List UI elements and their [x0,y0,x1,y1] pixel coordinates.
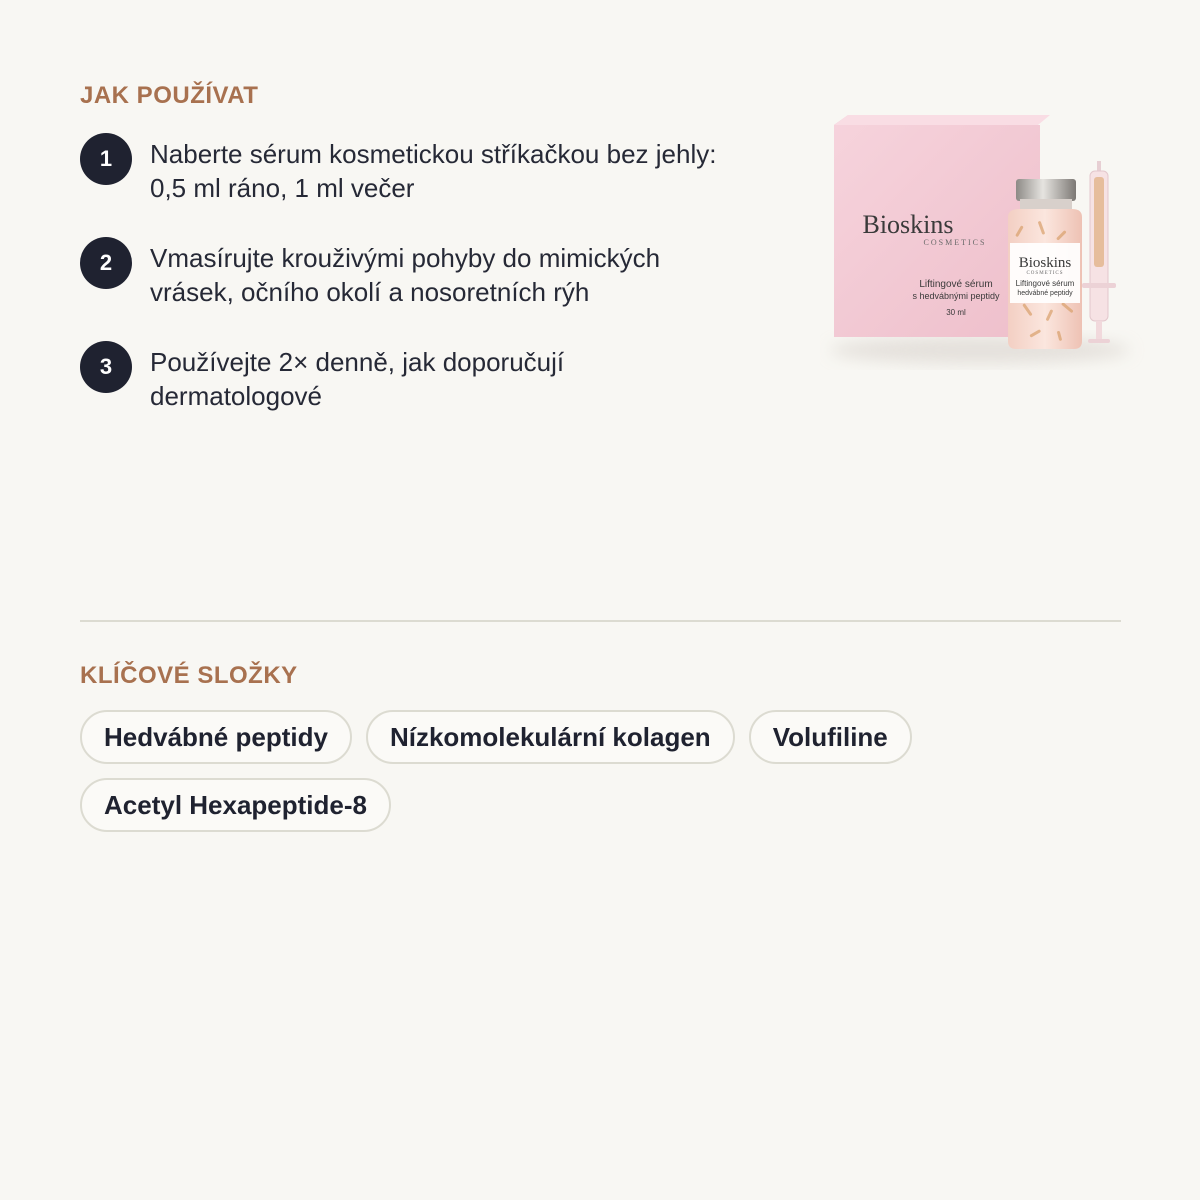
box-brand: Bioskins [862,210,954,239]
ingredient-chip[interactable]: Volufiline [749,710,912,764]
step-number-badge: 2 [80,237,132,289]
box-volume: 30 ml [946,308,966,317]
step-number-badge: 3 [80,341,132,393]
step-text: Vmasírujte krouživými pohyby do mimických vrásek, očního okolí a nosoretních rýh [150,243,661,307]
usage-step [80,236,800,309]
vial-brand: Bioskins [1018,255,1072,271]
usage-section-title: JAK POUŽÍVAT [80,82,259,109]
usage-steps-list [80,132,800,444]
ingredient-chip-list [80,710,1120,832]
ingredient-chip[interactable]: Hedvábné peptidy [80,710,352,764]
usage-step [80,132,800,205]
box-product-line2: s hedvábnými peptidy [912,291,1000,301]
box-subbrand: COSMETICS [923,238,987,247]
product-image [820,105,1150,375]
step-number-badge: 1 [80,133,132,185]
vial-product-line1: Liftingové sérum [1015,279,1075,288]
usage-step [80,340,800,413]
vial-product-line2: hedvábné peptidy [1017,290,1073,297]
step-text: Používejte 2× denně, jak doporučují dermatologové [150,347,565,411]
syringe [1082,161,1116,343]
ingredient-chip[interactable]: Nízkomolekulární kolagen [366,710,735,764]
section-divider [80,620,1121,622]
ingredients-section-title: KLÍČOVÉ SLOŽKY [80,662,298,689]
box-product-line1: Liftingové sérum [919,279,993,290]
ingredient-chip[interactable]: Acetyl Hexapeptide-8 [80,778,391,832]
step-text: Naberte sérum kosmetickou stříkačkou bez jehly: 0,5 ml ráno, 1 ml večer [150,139,717,203]
vial-subbrand: COSMETICS [1026,271,1064,276]
